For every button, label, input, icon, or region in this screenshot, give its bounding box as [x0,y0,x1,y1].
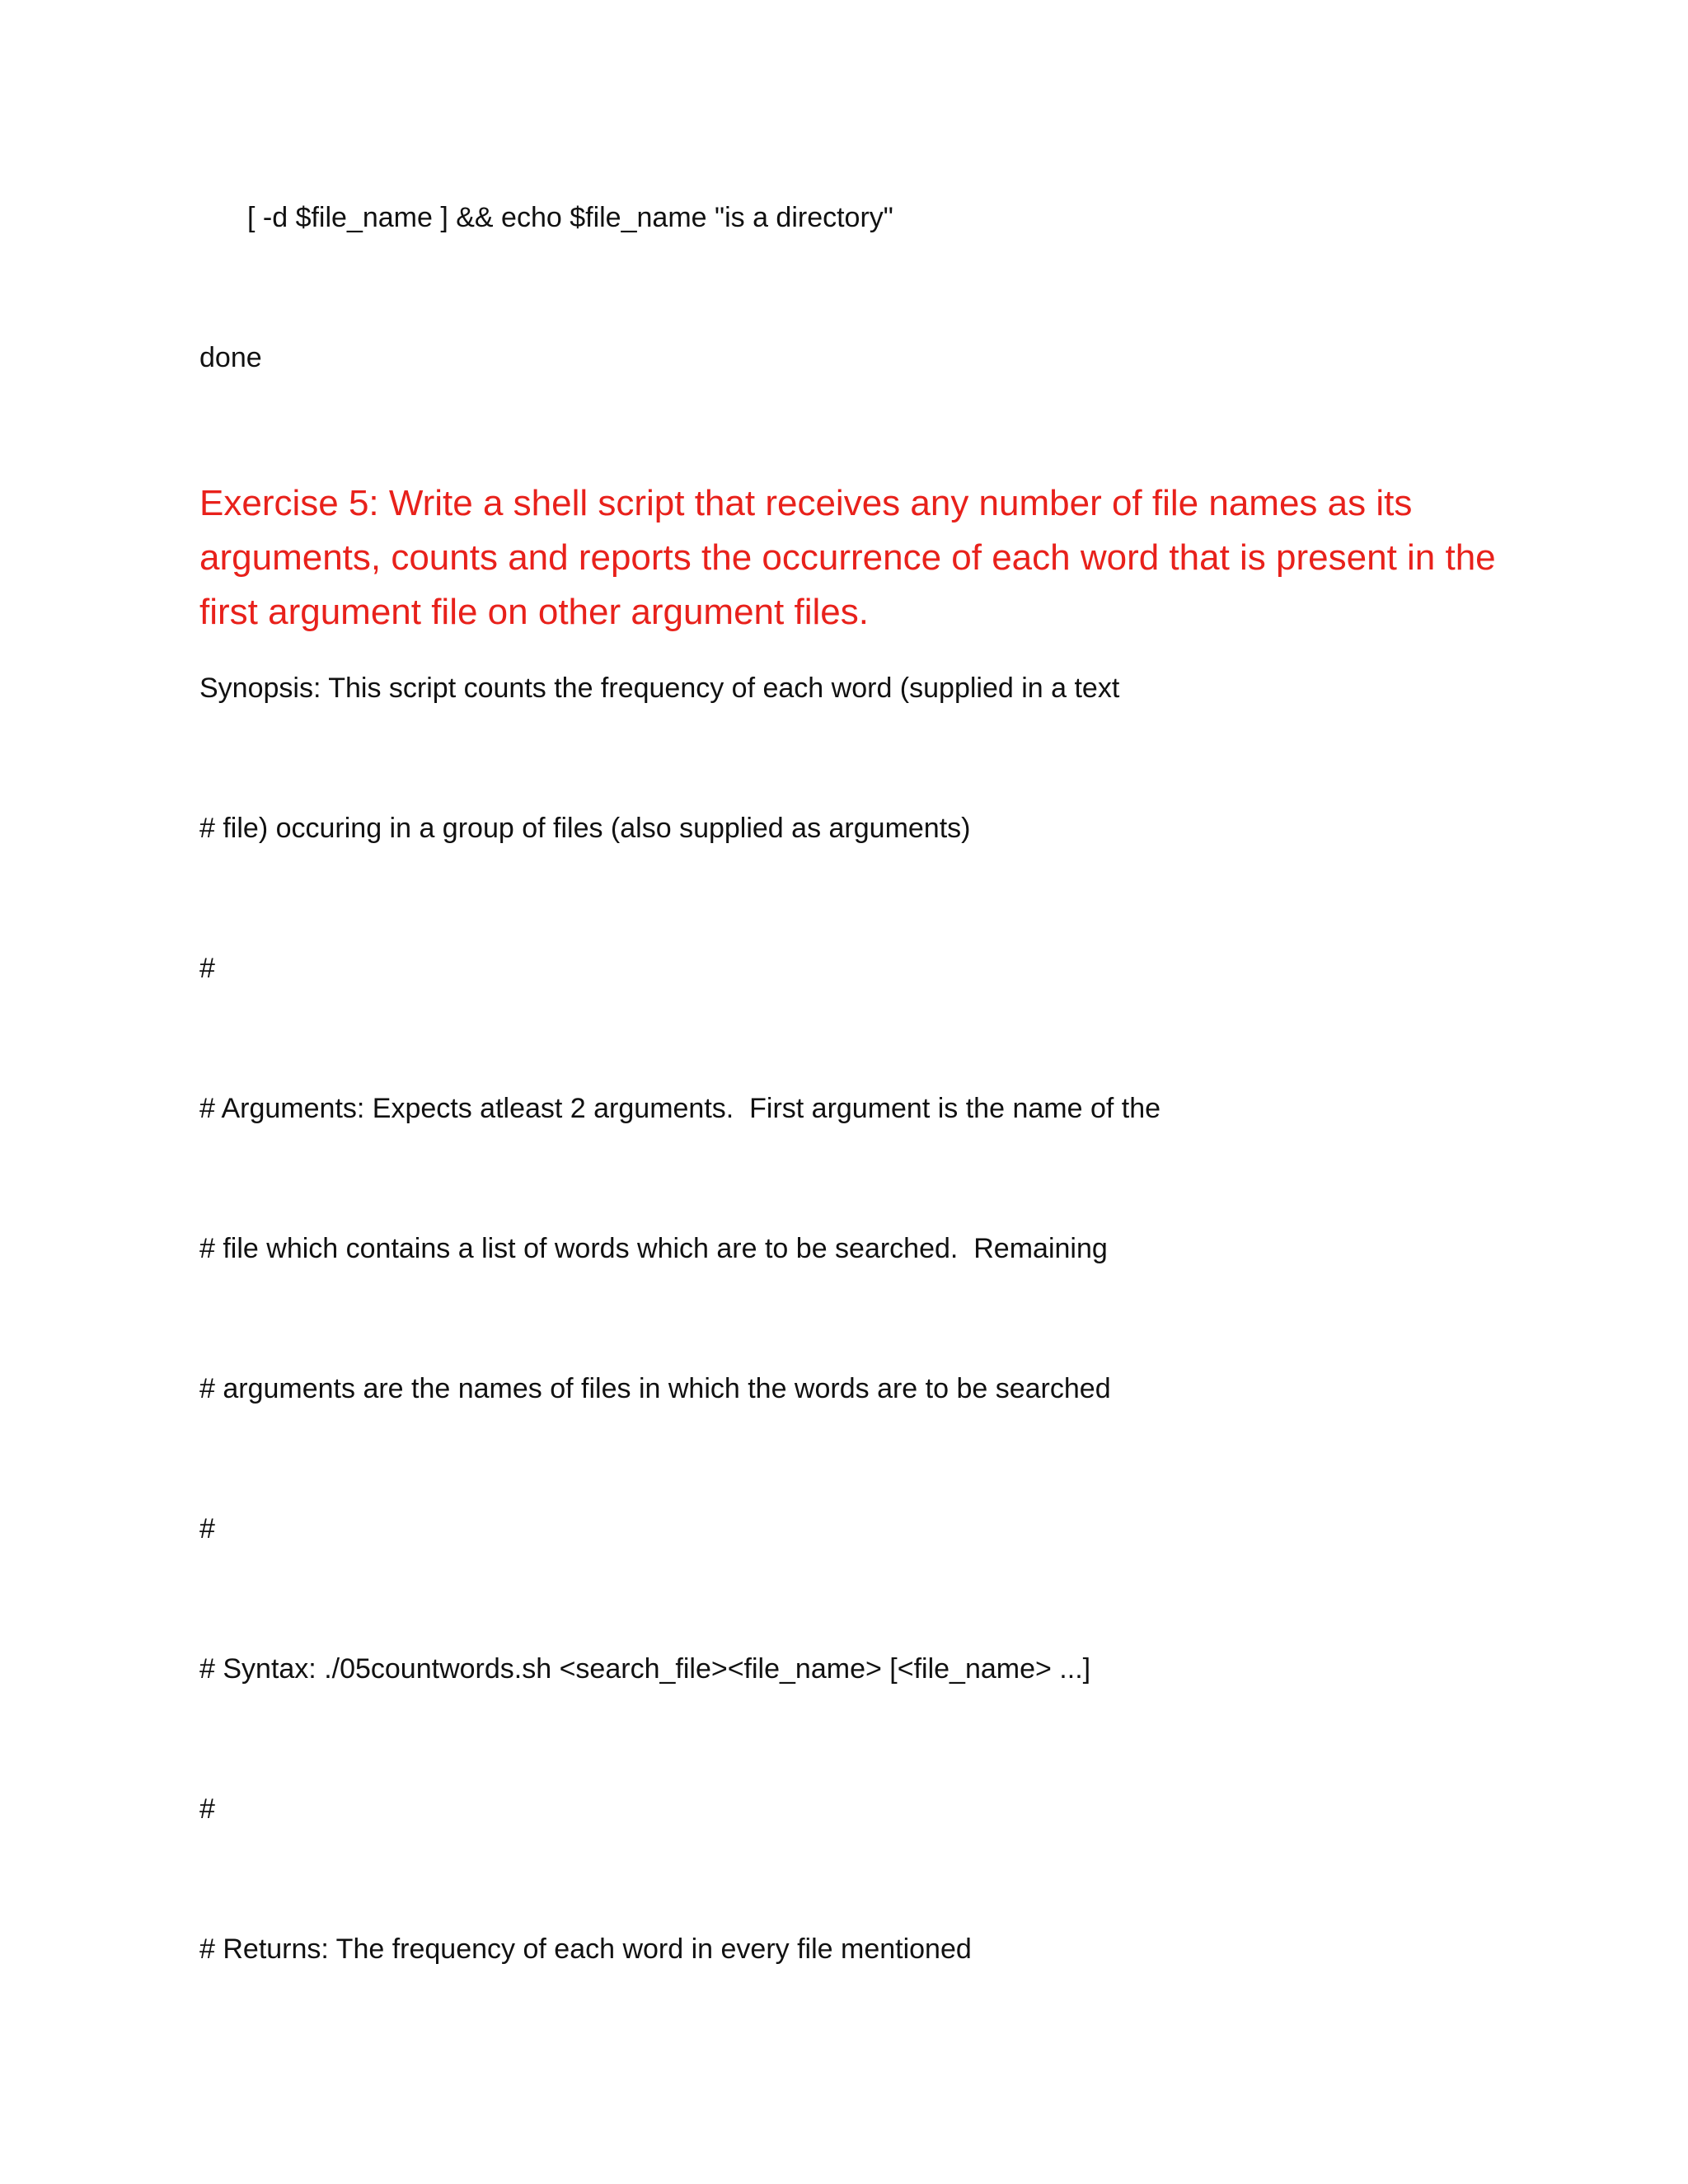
comment-line: # file which contains a list of words which are to be searched. Remaining [199,1233,1108,1264]
synopsis-line: Synopsis: This script counts the frequency of each word (supplied in a text [199,673,1120,704]
comment-line: # arguments are the names of files in which the words are to be searched [199,1373,1111,1404]
comment-line: # [199,1793,215,1825]
returns-line: # Returns: The frequency of each word in every file mentioned [199,1933,972,1965]
code-line-done: done [199,342,262,373]
exercise-heading [199,476,1502,640]
exercise-heading-line-1: Exercise 5: Write a shell script that receives any number of file names as its [199,483,1413,523]
syntax-line: # Syntax: ./05countwords.sh <search_file><file_name> [<file_name> ...] [199,1653,1091,1685]
comment-line: # [199,1513,215,1544]
comment-line: # file) occuring in a group of files (also supplied as arguments) [199,813,971,844]
exercise-heading-line-3: first argument file on other argument files. [199,592,869,632]
exercise-heading-line-2: arguments, counts and reports the occurrence of each word that is present in the [199,537,1496,578]
comment-line: # Arguments: Expects atleast 2 arguments. First argument is the name of the [199,1093,1161,1124]
code-line-directory-check: [ -d $file_name ] && echo $file_name "is a directory" [247,202,893,233]
comment-line: # [199,953,215,984]
